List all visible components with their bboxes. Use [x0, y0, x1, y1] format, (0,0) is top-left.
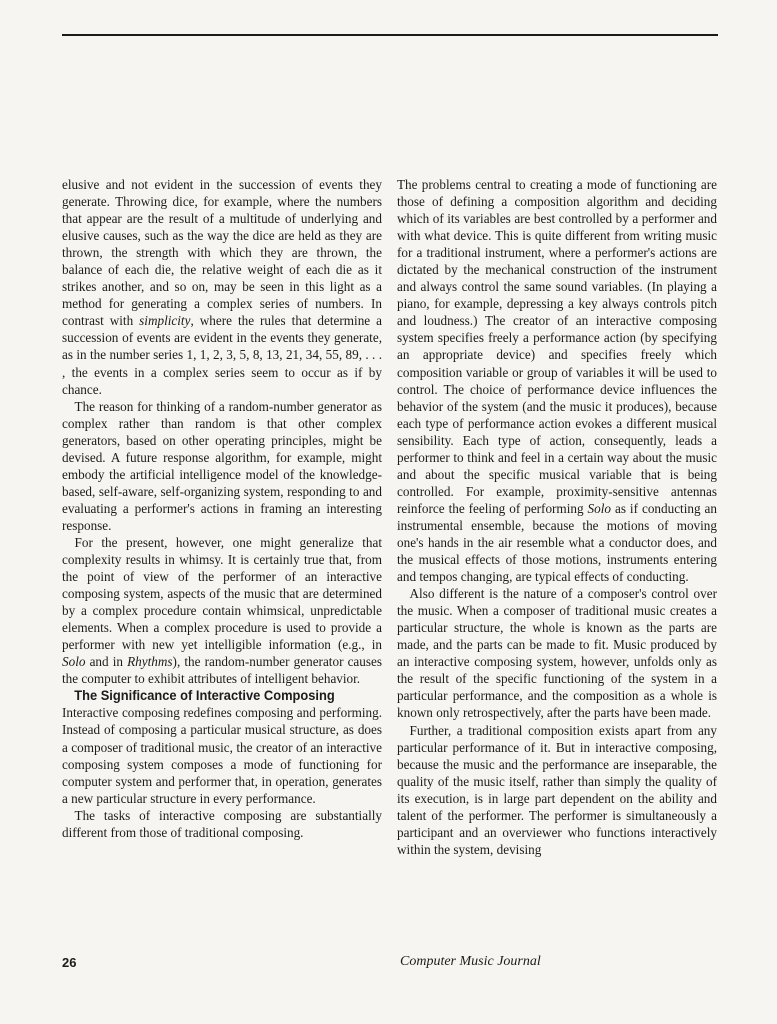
header-rule — [62, 34, 718, 36]
paragraph: The tasks of interactive composing are substantially different from those of traditional composing. — [62, 807, 382, 840]
journal-title: Computer Music Journal — [400, 954, 541, 969]
paragraph: elusive and not evident in the succession of events they generate. Throwing dice, for example, where the numbers that appear are the result of a multitude of underlying and elusive causes, such as the way the dice are held as they are thrown, the strength with which they are thrown, the balance of each die, the relative weight of each die as it strikes another, and so on, may be seen in this light as a method for generating a complex series of numbers. In contrast with simplicity, where the rules that determine a succession of events are evident in the events they generate, as in the number series 1, 1, 2, 3, 5, 8, 13, 21, 34, 55, 89, . . . , the events in a complex series seem to occur as if by chance. — [62, 177, 382, 397]
left-column — [62, 176, 382, 841]
paragraph: For the present, however, one might generalize that complexity results in whimsy. It is certainly true that, from the point of view of the performer of an interactive composing system, aspects of the music that are determined by a complex procedure contain whimsical, unpredictable elements. When a complex procedure is used to provide a performer with new yet intelligible information (e.g., in Solo and in Rhythms), the random-number generator causes the computer to exhibit attributes of intelligent behavior. — [62, 534, 382, 687]
right-column — [397, 176, 717, 858]
paragraph: The problems central to creating a mode of functioning are those of defining a composition algorithm and deciding which of its variables are best controlled by a performer and with what device. This is quite different from writing music for a traditional instrument, where a performer's actions are dictated by the mechanical construction of the instrument and always control the same sound variables. (In playing a piano, for example, depressing a key always controls pitch and loudness.) The creator of an interactive composing system specifies freely a performance action (by specifying an appropriate device) and specifies freely which composition variable or group of variables it will be used to control. The choice of performance device influences the behavior of the system (and the music it produces), because each type of performance action evokes a different musical sensibility. Each type of action, consequently, leads a performer to think and feel in a certain way about the music and about the specific musical variable that is being controlled. For example, proximity-sensitive antennas reinforce the feeling of performing Solo as if conducting an instrumental ensemble, because the motions of moving one's hands in the air resemble what a conductor does, and the musical effects of those motions, instruments entering and tempos changing, are typical effects of conducting. — [397, 177, 717, 585]
paragraph: Further, a traditional composition exists apart from any particular performance of it. But in interactive composing, because the music and the performance are inseparable, the quality of the music itself, rather than simply the quality of its execution, is in large part dependent on the ability and talent of the performer. The performer is simultaneously a participant and an overviewer who functions interactively within the system, devising — [397, 722, 717, 857]
paragraph: The reason for thinking of a random-number generator as complex rather than random is that other complex generators, based on other operating principles, might be devised. A future response algorithm, for example, might embody the artificial intelligence model of the knowledge-based, self-aware, self-organizing system, responding to and evaluating a performer's actions in framing an interesting response. — [62, 398, 382, 533]
paragraph: Interactive composing redefines composing and performing. Instead of composing a particular musical structure, as does a composer of traditional music, the creator of an interactive composing system composes a mode of functioning for computer system and performer that, in operation, generates a new particular structure in every performance. — [62, 705, 382, 806]
page-number: 26 — [62, 955, 77, 970]
paragraph: Also different is the nature of a composer's control over the music. When a composer of traditional music creates a particular structure, the whole is known as the parts are made, and the parts can be made to fit. Music produced by an interactive composing system, however, unfolds only as the result of the specific functioning of the system in a particular performance, and the composition as a whole is known only retrospectively, after the parts have been made. — [397, 586, 717, 721]
section-heading: The Significance of Interactive Composing — [74, 687, 335, 704]
